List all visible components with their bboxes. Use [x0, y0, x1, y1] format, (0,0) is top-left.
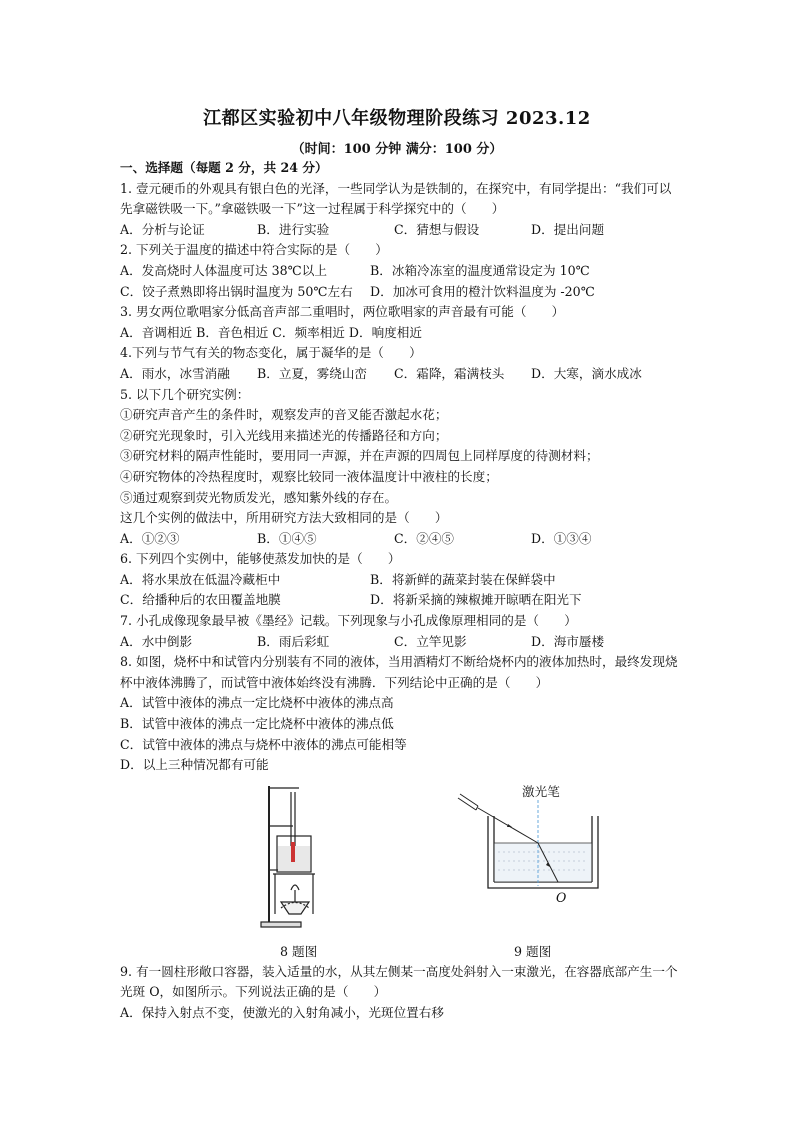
question-5-item: ⑤通过观察到荧光物质发光，感知紫外线的存在。 — [120, 489, 398, 505]
laser-container-figure — [452, 790, 602, 922]
question-8-stem: 8. 如图，烧杯中和试管内分别装有不同的液体，当用酒精灯不断给烧杯内的液体加热时，最终发现烧杯中液体沸腾了，而试管中液体始终没有沸腾．下列结论中正确的是（ ） — [120, 654, 678, 690]
option-b: B．①④⑤ — [257, 530, 317, 546]
option-c: C．②④⑤ — [394, 530, 455, 546]
light-spot-label: O — [556, 889, 567, 905]
laser-pen-label: 激光笔 — [522, 783, 560, 799]
option-c: C．霜降，霜满枝头 — [394, 365, 505, 381]
question-6-options-row2 — [120, 590, 680, 611]
option-a: A．保持入射点不变，使激光的入射角减小，光斑位置右移 — [120, 1005, 444, 1020]
option-b: B．雨后彩虹 — [257, 633, 330, 649]
figure-9-caption: 9 题图 — [514, 943, 552, 959]
option-a: A．雨水，冰雪消融 — [120, 365, 230, 381]
option-d: D．提出问题 — [531, 221, 605, 237]
question-1-stem: 1. 壹元硬币的外观具有银白色的光泽，一些同学认为是铁制的，在探究中，有同学提出：“我们可以先拿磁铁吸一下。”拿磁铁吸一下”这一过程属于科学探究中的（ ） — [120, 180, 672, 217]
question-4-stem: 4.下列与节气有关的物态变化，属于凝华的是（ ） — [120, 345, 422, 361]
option-c: C．试管中液体的沸点与烧杯中液体的沸点可能相等 — [120, 736, 407, 752]
page-title: 江都区实验初中八年级物理阶段练习 2023.12 — [203, 108, 591, 129]
option-c: C．猜想与假设 — [394, 221, 480, 237]
question-9-stem: 9. 有一圆柱形敞口容器，装入适量的水，从其左侧某一高度处斜射入一束激光，在容器底部产生一个光斑 O，如图所示。下列说法正确的是（ ） — [120, 963, 678, 1000]
option-a: A．分析与论证 — [120, 221, 205, 237]
question-3-stem: 3. 男女两位歌唱家分低高音声部二重唱时，两位歌唱家的声音最有可能（ ） — [120, 304, 565, 320]
question-6-options-row1 — [120, 570, 680, 591]
option-c: C．饺子煮熟即将出锅时温度为 50℃左右 — [120, 283, 353, 299]
option-c: C．立竿见影 — [394, 633, 467, 649]
question-5-question: 这几个实例的做法中，所用研究方法大致相同的是（ ） — [120, 510, 448, 526]
option-b: B．冰箱冷冻室的温度通常设定为 10℃ — [370, 262, 590, 278]
option-a: A．试管中液体的沸点一定比烧杯中液体的沸点高 — [120, 695, 394, 711]
option-b: B．立夏，雾绕山峦 — [257, 365, 368, 381]
question-7-options — [120, 632, 680, 653]
option-d: D．①③④ — [531, 530, 592, 546]
question-6-stem: 6. 下列四个实例中，能够使蒸发加快的是（ ） — [120, 551, 401, 567]
question-5-item: ②研究光现象时，引入光线用来描述光的传播路径和方向； — [120, 427, 448, 443]
question-3-options: A．音调相近 B．音色相近 C．频率相近 D．响度相近 — [120, 324, 422, 340]
option-a: A．将水果放在低温冷藏柜中 — [120, 571, 281, 587]
question-4-options — [120, 364, 680, 385]
option-d: D．以上三种情况都有可能 — [120, 757, 269, 773]
question-2-stem: 2. 下列关于温度的描述中符合实际的是（ ） — [120, 242, 388, 258]
exam-content — [120, 158, 680, 1024]
boiling-apparatus-figure — [255, 782, 345, 930]
option-b: B．试管中液体的沸点一定比烧杯中液体的沸点低 — [120, 716, 394, 732]
question-5-item: ③研究材料的隔声性能时，要用同一声源，并在声源的四周包上同样厚度的待测材料； — [120, 448, 599, 464]
option-b: B．进行实验 — [257, 221, 330, 237]
question-5-item: ①研究声音产生的条件时，观察发声的音叉能否激起水花； — [120, 407, 448, 423]
option-c: C．给播种后的农田覆盖地膜 — [120, 592, 281, 608]
option-d: D．大寒，滴水成冰 — [531, 365, 642, 381]
question-7-stem: 7. 小孔成像现象最早被《墨经》记载。下列现象与小孔成像原理相同的是（ ） — [120, 613, 577, 629]
exam-time-score: （时间：100 分钟 满分：100 分） — [291, 142, 503, 157]
figures-row — [120, 776, 680, 962]
question-5-item: ④研究物体的冷热程度时，观察比较同一液体温度计中液柱的长度； — [120, 468, 498, 484]
question-2-options-row2 — [120, 282, 680, 303]
section-heading: 一、选择题（每题 2 分，共 24 分） — [120, 160, 328, 175]
option-a: A．水中倒影 — [120, 633, 193, 649]
question-5-options — [120, 529, 680, 550]
option-a: A．①②③ — [120, 530, 180, 546]
question-1-options — [120, 220, 680, 241]
option-a: A．发高烧时人体温度可达 38℃以上 — [120, 262, 327, 278]
figure-8-caption: 8 题图 — [280, 943, 318, 959]
option-d: D．海市蜃楼 — [531, 633, 605, 649]
option-b: B．将新鲜的蔬菜封装在保鲜袋中 — [370, 571, 556, 587]
option-d: D．加冰可食用的橙汁饮料温度为 -20℃ — [370, 283, 595, 299]
question-2-options-row1 — [120, 261, 680, 282]
option-d: D．将新采摘的辣椒摊开晾晒在阳光下 — [370, 592, 582, 608]
question-5-stem: 5. 以下几个研究实例： — [120, 386, 250, 402]
